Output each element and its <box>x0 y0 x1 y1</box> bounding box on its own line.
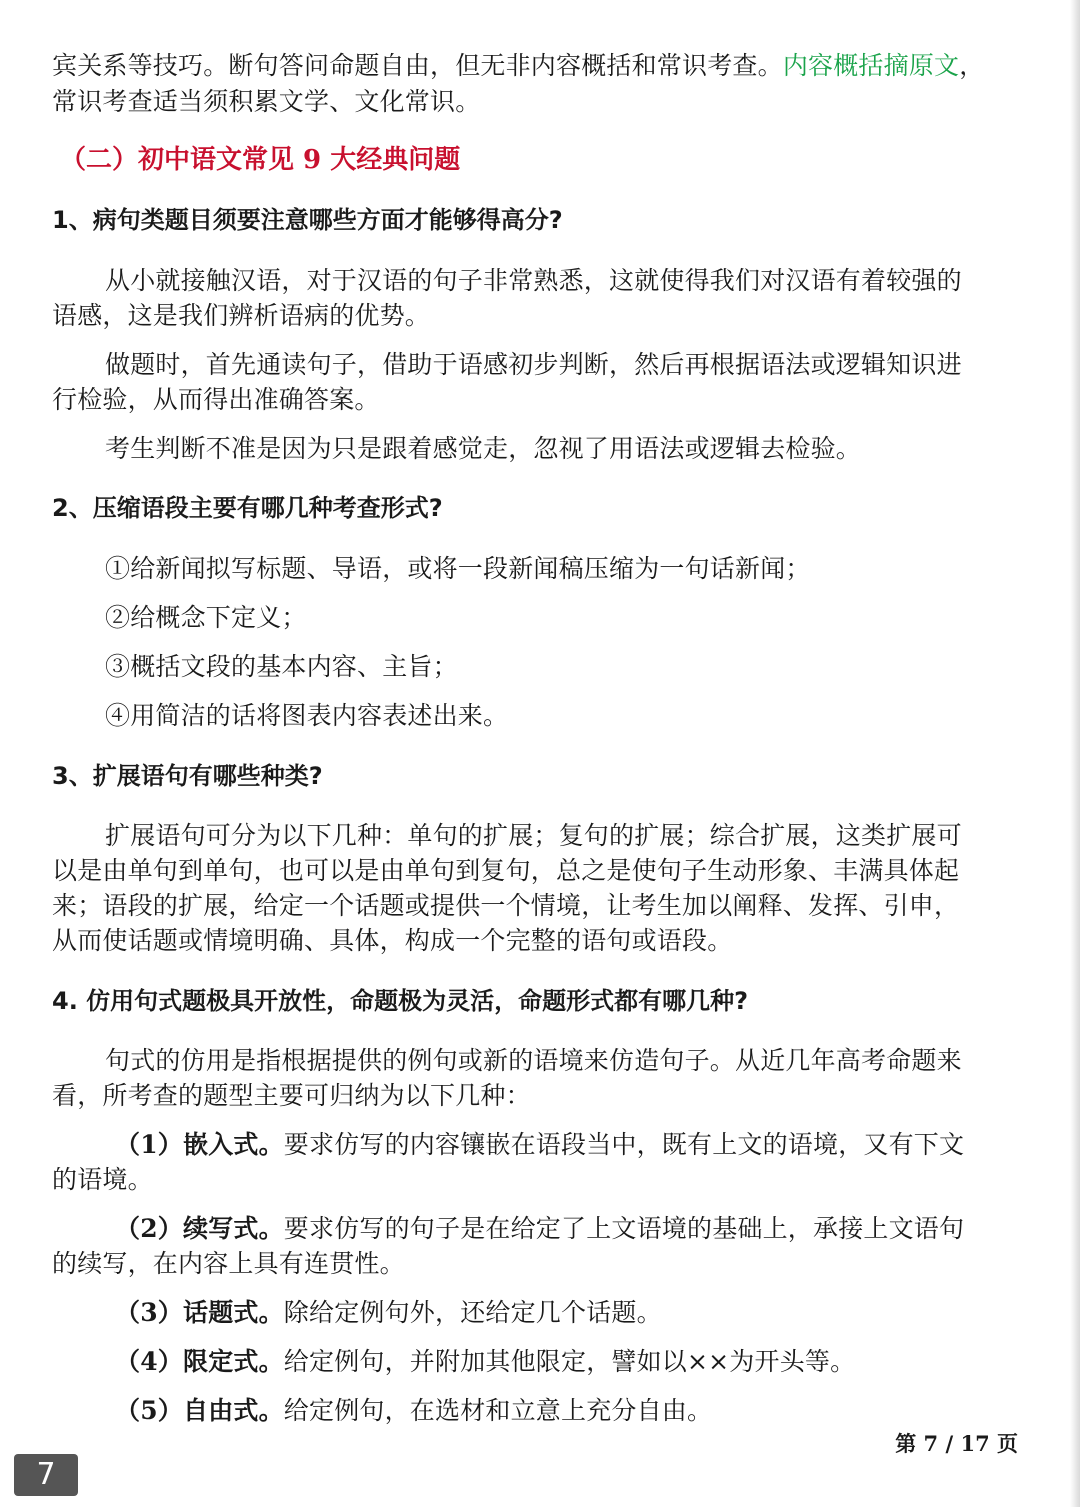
q4-para1-line1: 句式的仿用是指根据提供的例句或新的语境来仿造句子。从近几年高考命题来 <box>105 1046 962 1075</box>
q2-item-4: ④用简洁的话将图表内容表述出来。 <box>105 701 509 730</box>
q3-line-2: 以是由单句到单句，也可以是由单句到复句，总之是使句子生动形象、丰满具体起 <box>52 856 960 885</box>
q2-item-3: ③概括文段的基本内容、主旨； <box>105 652 458 681</box>
intro-punct: ， <box>959 51 985 80</box>
page-footer: 第 7 / 17 页 <box>895 1431 1018 1456</box>
type-1-label: （1）嵌入式。 <box>115 1130 284 1159</box>
type-5-label: （5）自由式。 <box>115 1396 284 1425</box>
q3-line-4: 从而使话题或情境明确、具体，构成一个完整的语句或语段。 <box>52 926 733 955</box>
q2-item-2: ②给概念下定义； <box>105 603 307 632</box>
question-3-title: 3、扩展语句有哪些种类? <box>52 762 323 790</box>
q2-item-1: ①给新闻拟写标题、导语，或将一段新闻稿压缩为一句话新闻； <box>105 554 811 583</box>
q1-para2-line1: 做题时，首先通读句子，借助于语感初步判断，然后再根据语法或逻辑知识进 <box>105 350 962 379</box>
intro-line-1 <box>52 48 1018 83</box>
type-1-text: 要求仿写的内容镶嵌在语段当中，既有上文的语境，又有下文 <box>283 1130 965 1159</box>
question-2-title: 2、压缩语段主要有哪几种考查形式? <box>52 494 443 522</box>
q1-para3-line1: 考生判断不准是因为只是跟着感觉走，忽视了用语法或逻辑去检验。 <box>105 434 862 463</box>
q4-type-2-line1 <box>115 1211 1018 1246</box>
q4-para1-line2: 看，所考查的题型主要可归纳为以下几种： <box>52 1081 531 1110</box>
highlight-text: 内容概括摘原文 <box>782 51 960 80</box>
q1-para2-line2: 行检验，从而得出准确答案。 <box>52 385 380 414</box>
type-4-text: 给定例句，并附加其他限定，譬如以××为开头等。 <box>283 1347 856 1376</box>
q4-type-5 <box>115 1393 1018 1428</box>
section-title: （二）初中语文常见 9 大经典问题 <box>60 145 461 175</box>
type-2-label: （2）续写式。 <box>115 1214 284 1243</box>
q4-type-2-line2: 的续写，在内容上具有连贯性。 <box>52 1249 405 1278</box>
type-5-text: 给定例句，在选材和立意上充分自由。 <box>283 1396 713 1425</box>
type-3-label: （3）话题式。 <box>115 1298 284 1327</box>
intro-text: 宾关系等技巧。断句答问命题自由，但无非内容概括和常识考查。 <box>52 51 783 80</box>
page-edge-shadow <box>1070 0 1080 1507</box>
q1-para1-line2: 语感，这是我们辨析语病的优势。 <box>52 301 431 330</box>
question-4-title: 4. 仿用句式题极具开放性，命题极为灵活，命题形式都有哪几种? <box>52 987 749 1015</box>
q4-type-1-line1 <box>115 1127 1018 1162</box>
type-4-label: （4）限定式。 <box>115 1347 284 1376</box>
intro-line-2: 常识考查适当须积累文学、文化常识。 <box>52 87 481 116</box>
page-number-badge[interactable]: 7 <box>14 1454 78 1496</box>
q1-para1-line1: 从小就接触汉语，对于汉语的句子非常熟悉，这就使得我们对汉语有着较强的 <box>105 266 962 295</box>
type-2-text: 要求仿写的句子是在给定了上文语境的基础上，承接上文语句 <box>283 1214 965 1243</box>
q3-line-1: 扩展语句可分为以下几种：单句的扩展；复句的扩展；综合扩展，这类扩展可 <box>105 821 962 850</box>
type-3-text: 除给定例句外，还给定几个话题。 <box>283 1298 662 1327</box>
q3-line-3: 来；语段的扩展，给定一个话题或提供一个情境，让考生加以阐释、发挥、引申， <box>52 891 960 920</box>
question-1-title: 1、病句类题目须要注意哪些方面才能够得高分? <box>52 206 563 234</box>
q4-type-4 <box>115 1344 1018 1379</box>
q4-type-1-line2: 的语境。 <box>52 1165 153 1194</box>
q4-type-3 <box>115 1295 1018 1330</box>
